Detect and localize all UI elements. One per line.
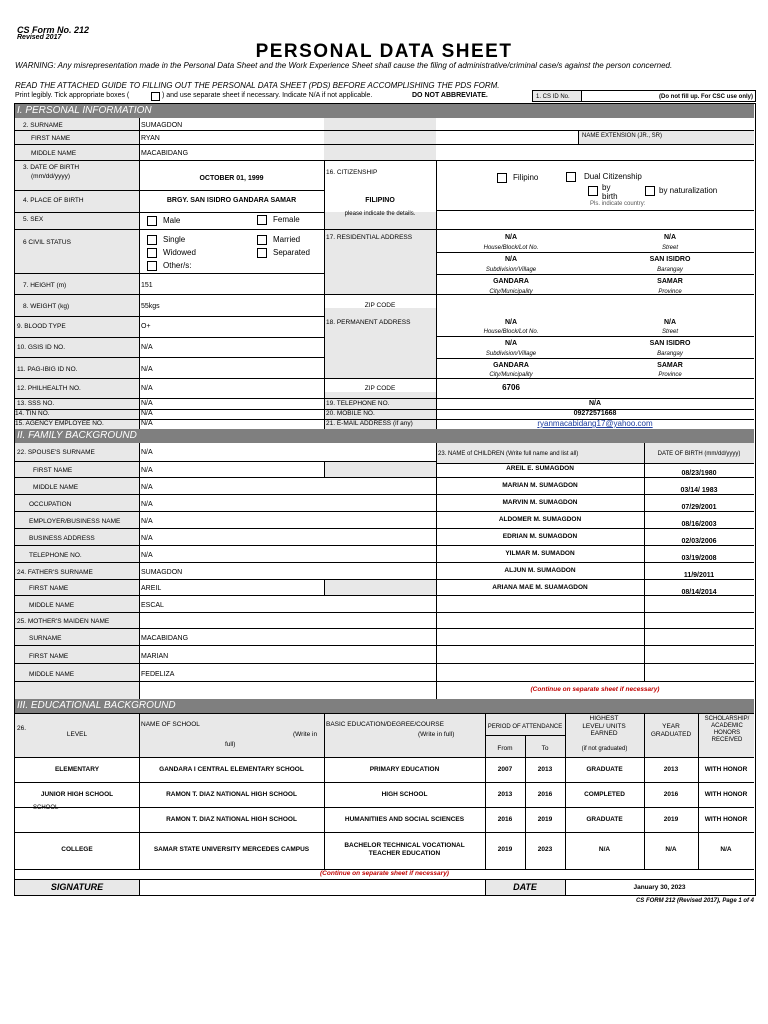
edu-units[interactable]: GRADUATE xyxy=(586,816,623,823)
by-naturalization-label: by naturalization xyxy=(659,186,718,195)
height-label: 7. HEIGHT (m) xyxy=(23,282,67,289)
edu-num-header: 26. xyxy=(17,725,27,732)
civil-status-label: 6 CIVIL STATUS xyxy=(23,239,71,246)
edu-from[interactable]: 2007 xyxy=(497,766,513,773)
edu-year[interactable]: 2013 xyxy=(663,766,679,773)
cs-id-label-cell: 1. CS ID No. xyxy=(532,90,582,102)
single-label: Single xyxy=(163,235,186,244)
spouse-middle-label: MIDDLE NAME xyxy=(33,484,79,491)
country-hint: Pls. indicate country: xyxy=(590,201,646,207)
edu-course[interactable]: PRIMARY EDUCATION xyxy=(369,766,440,773)
edu-from[interactable]: 2013 xyxy=(497,791,513,798)
perm-city-caption: City/Municipality xyxy=(489,372,533,378)
spouse-first-label: FIRST NAME xyxy=(33,467,73,474)
perm-subdivision-caption: Subdivision/Village xyxy=(485,351,537,357)
surname-label: 2. SURNAME xyxy=(23,122,63,129)
edu-honors-header: SCHOLARSHIP/ ACADEMIC HONORS RECEIVED xyxy=(704,716,750,743)
tin-value[interactable]: N/A xyxy=(141,410,153,417)
business-address-label: BUSINESS ADDRESS xyxy=(29,535,95,542)
edu-year-header: YEAR GRADUATED xyxy=(650,723,692,738)
edu-from[interactable]: 2016 xyxy=(497,816,513,823)
married-label: Married xyxy=(273,235,301,244)
philhealth-label: 12. PHILHEALTH NO. xyxy=(17,385,81,392)
perm-street-value[interactable]: N/A xyxy=(663,319,677,326)
warning-text: WARNING: Any misrepresentation made in the Personal Data Sheet and the Work Experience Sheet shall cause the filing of administrative/criminal case/s against the person concerned. xyxy=(15,61,673,70)
edu-course-header-2: (Write in full) xyxy=(418,731,455,738)
child-dob[interactable]: 11/9/2011 xyxy=(683,572,715,579)
child-name[interactable]: AREIL E. SUMAGDON xyxy=(506,465,574,472)
edu-units[interactable]: N/A xyxy=(598,846,611,853)
child-dob[interactable]: 08/16/2003 xyxy=(681,521,717,528)
occupation-label: OCCUPATION xyxy=(29,501,72,508)
edu-school[interactable]: SAMAR STATE UNIVERSITY MERCEDES CAMPUS xyxy=(153,846,310,853)
mother-maiden-label: 25. MOTHER'S MAIDEN NAME xyxy=(17,618,110,625)
employer-value[interactable]: N/A xyxy=(141,518,153,525)
dob-format: (mm/dd/yyyy) xyxy=(31,173,70,180)
res-barangay-caption: Barangay xyxy=(657,267,683,273)
edu-honors[interactable]: WITH HONOR xyxy=(704,791,748,798)
edu-to[interactable]: 2013 xyxy=(537,766,553,773)
permanent-address-label: 18. PERMANENT ADDRESS xyxy=(326,319,411,326)
perm-house-caption: House/Block/Lot No. xyxy=(483,329,539,335)
child-name[interactable]: EDRIAN M. SUMAGDON xyxy=(502,533,578,540)
child-name[interactable]: ARIANA MAE M. SUAMAGDON xyxy=(492,584,588,591)
first-name-label: FIRST NAME xyxy=(31,135,71,142)
email-value[interactable]: ryanmacabidang17@yahoo.com xyxy=(537,419,653,428)
perm-barangay-value[interactable]: SAN ISIDRO xyxy=(649,340,691,347)
edu-to[interactable]: 2019 xyxy=(537,816,553,823)
perm-house-value[interactable]: N/A xyxy=(504,319,518,326)
sss-label: 13. SSS NO. xyxy=(17,400,55,407)
others-checkbox[interactable] xyxy=(147,261,157,271)
pagibig-value[interactable]: N/A xyxy=(141,366,153,373)
edu-school-header: NAME OF SCHOOL xyxy=(141,721,200,728)
child-name[interactable]: ALJUN M. SUMAGDON xyxy=(504,567,576,574)
print-instructions-a: Print legibly. Tick appropriate boxes ( xyxy=(15,92,130,99)
edu-from[interactable]: 2019 xyxy=(497,846,513,853)
edu-honors[interactable]: N/A xyxy=(720,846,732,853)
page-title: PERSONAL DATA SHEET xyxy=(255,41,513,62)
dob-label: 3. DATE OF BIRTH xyxy=(23,164,80,171)
child-name[interactable]: MARVIN M. SUMAGDON xyxy=(502,499,578,506)
child-dob[interactable]: 03/19/2008 xyxy=(681,555,717,562)
filipino-label: Filipino xyxy=(513,173,539,182)
father-middle-value[interactable]: ESCAL xyxy=(141,602,164,609)
res-province-caption: Province xyxy=(658,289,682,295)
agency-label: 15. AGENCY EMPLOYEE NO. xyxy=(15,420,104,427)
married-checkbox[interactable] xyxy=(257,235,267,245)
spouse-telephone-label: TELEPHONE NO. xyxy=(29,552,82,559)
name-extension-label: NAME EXTENSION (JR., SR) xyxy=(582,133,663,139)
child-name[interactable]: MARIAN M. SUMAGDON xyxy=(502,482,578,489)
spouse-telephone-value[interactable]: N/A xyxy=(141,552,153,559)
citizenship-value[interactable]: FILIPINO xyxy=(365,197,395,204)
gsis-value[interactable]: N/A xyxy=(141,344,153,351)
middle-name-value[interactable]: MACABIDANG xyxy=(141,150,189,157)
edu-school-header-3: full) xyxy=(225,741,236,748)
citizenship-label: 16. CITIZENSHIP xyxy=(326,169,378,176)
edu-course[interactable]: HUMANITIIES AND SOCIAL SCIENCES xyxy=(344,816,465,823)
edu-course-header: BASIC EDUCATION/DEGREE/COURSE xyxy=(326,721,444,728)
edu-period-header: PERIOD OF ATTENDANCE xyxy=(487,724,563,730)
edu-year[interactable]: 2019 xyxy=(663,816,679,823)
mother-middle-value[interactable]: FEDELIZA xyxy=(141,671,175,678)
edu-year[interactable]: N/A xyxy=(665,846,677,853)
edu-honors[interactable]: WITH HONOR xyxy=(704,816,748,823)
edu-to[interactable]: 2023 xyxy=(537,846,553,853)
edu-to-header: To xyxy=(541,745,549,752)
perm-province-caption: Province xyxy=(658,372,682,378)
edu-school[interactable]: GANDARA I CENTRAL ELEMENTARY SCHOOL xyxy=(159,766,304,773)
male-label: Male xyxy=(163,216,181,225)
by-birth-checkbox[interactable] xyxy=(588,186,598,196)
widowed-label: Widowed xyxy=(163,248,196,257)
philhealth-value[interactable]: N/A xyxy=(141,385,153,392)
signature-field[interactable] xyxy=(140,880,485,895)
mother-first-value[interactable]: MARIAN xyxy=(141,653,169,660)
gsis-label: 10. GSIS ID NO. xyxy=(17,344,66,351)
cs-id-field[interactable]: (Do not fill up. For CSC use only) xyxy=(581,90,756,102)
edu-year[interactable]: 2016 xyxy=(663,791,679,798)
perm-barangay-caption: Barangay xyxy=(657,351,683,357)
res-house-value[interactable]: N/A xyxy=(504,234,518,241)
res-house-caption: House/Block/Lot No. xyxy=(483,245,539,251)
father-first-label: FIRST NAME xyxy=(29,585,69,592)
edu-course[interactable]: HIGH SCHOOL xyxy=(381,791,428,798)
edu-level-header: LEVEL xyxy=(66,731,88,738)
section-educational-background: III. EDUCATIONAL BACKGROUND xyxy=(15,699,754,713)
perm-city-value[interactable]: GANDARA xyxy=(493,362,529,369)
occupation-value[interactable]: N/A xyxy=(141,501,153,508)
edu-course[interactable]: BACHELOR TECHNICAL VOCATIONAL TEACHER EDUCATION xyxy=(344,842,465,857)
tin-label: 14. TIN NO. xyxy=(15,410,50,417)
res-province-value[interactable]: SAMAR xyxy=(657,278,683,285)
edu-honors[interactable]: WITH HONOR xyxy=(704,766,748,773)
dob-value[interactable]: OCTOBER 01, 1999 xyxy=(199,175,264,182)
res-subdivision-caption: Subdivision/Village xyxy=(485,267,537,273)
business-address-value[interactable]: N/A xyxy=(141,535,153,542)
spouse-surname-label: 22. SPOUSE'S SURNAME xyxy=(17,449,95,456)
tick-box-sample xyxy=(151,92,160,101)
email-label: 21. E-MAIL ADDRESS (if any) xyxy=(326,420,413,427)
dual-citizenship-label: Dual Citizenship xyxy=(584,172,642,181)
edu-units[interactable]: GRADUATE xyxy=(586,766,623,773)
separated-checkbox[interactable] xyxy=(257,248,267,258)
residential-address-label: 17. RESIDENTIAL ADDRESS xyxy=(326,234,413,241)
child-dob[interactable]: 08/14/2014 xyxy=(681,589,717,596)
signature-label: SIGNATURE xyxy=(50,882,104,892)
mobile-label: 20. MOBILE NO. xyxy=(326,410,375,417)
child-name[interactable]: YILMAR M. SUMADON xyxy=(505,550,575,557)
female-label: Female xyxy=(273,215,300,224)
perm-province-value[interactable]: SAMAR xyxy=(657,362,683,369)
edu-school[interactable]: RAMON T. DIAZ NATIONAL HIGH SCHOOL xyxy=(166,791,297,798)
by-birth-label: by birth xyxy=(602,183,618,201)
employer-label: EMPLOYER/BUSINESS NAME xyxy=(29,518,121,525)
father-first-value[interactable]: AREIL xyxy=(141,585,162,592)
mother-surname-label: SURNAME xyxy=(29,635,62,642)
spouse-first-value[interactable]: N/A xyxy=(141,467,153,474)
perm-subdivision-value[interactable]: N/A xyxy=(504,340,518,347)
spouse-middle-value[interactable]: N/A xyxy=(141,484,153,491)
edu-units[interactable]: COMPLETED xyxy=(584,791,625,798)
form-number: CS Form No. 212 xyxy=(17,25,90,35)
father-surname-value[interactable]: SUMAGDON xyxy=(141,569,183,576)
section-family-background: II. FAMILY BACKGROUND xyxy=(15,429,754,443)
perm-zip-value[interactable]: 6706 xyxy=(502,383,520,392)
sex-label: 5. SEX xyxy=(23,216,44,223)
edu-school[interactable]: RAMON T. DIAZ NATIONAL HIGH SCHOOL xyxy=(166,816,297,823)
res-zip-label: ZIP CODE xyxy=(364,302,396,309)
edu-level[interactable]: ELEMENTARY xyxy=(54,766,100,773)
agency-value[interactable]: N/A xyxy=(141,420,153,427)
children-header: 23. NAME of CHILDREN (Write full name and list all) xyxy=(438,451,579,457)
family-continue-note: (Continue on separate sheet if necessary) xyxy=(530,686,660,693)
child-dob[interactable]: 03/14/ 1983 xyxy=(680,487,718,494)
child-dob[interactable]: 07/29/2001 xyxy=(681,504,717,511)
male-checkbox[interactable] xyxy=(147,216,157,226)
surname-value[interactable]: SUMAGDON xyxy=(141,122,183,129)
telephone-value[interactable]: N/A xyxy=(588,400,602,407)
edu-level[interactable]: COLLEGE xyxy=(61,846,93,853)
res-barangay-value[interactable]: SAN ISIDRO xyxy=(649,256,691,263)
telephone-label: 19. TELEPHONE NO. xyxy=(326,400,390,407)
child-dob[interactable]: 02/03/2006 xyxy=(681,538,717,545)
res-subdivision-value[interactable]: N/A xyxy=(504,256,518,263)
form-reference: CS FORM 212 (Revised 2017), Page 1 of 4 xyxy=(635,898,754,904)
edu-highest-header-2: (if not graduated) xyxy=(581,746,628,752)
mother-surname-value[interactable]: MACABIDANG xyxy=(141,635,189,642)
female-checkbox[interactable] xyxy=(257,215,267,225)
child-name[interactable]: ALDOMER M. SUMAGDON xyxy=(498,516,582,523)
spouse-surname-value[interactable]: N/A xyxy=(141,449,153,456)
blood-type-label: 9. BLOOD TYPE xyxy=(17,323,66,330)
mobile-value[interactable]: 09272571668 xyxy=(573,410,617,417)
edu-highest-header: HIGHEST LEVEL/ UNITS EARNED xyxy=(582,715,626,737)
edu-to[interactable]: 2016 xyxy=(537,791,553,798)
filipino-checkbox[interactable] xyxy=(497,173,507,183)
sss-value[interactable]: N/A xyxy=(141,400,153,407)
weight-label: 8. WEIGHT (kg) xyxy=(23,303,70,310)
father-surname-label: 24. FATHER'S SURNAME xyxy=(17,569,93,576)
print-instructions-b: ) and use separate sheet if necessary. Indicate N/A if not applicable. xyxy=(162,92,373,99)
blood-type-value[interactable]: O+ xyxy=(141,323,151,330)
middle-name-label: MIDDLE NAME xyxy=(31,150,77,157)
mother-middle-label: MIDDLE NAME xyxy=(29,671,75,678)
edu-school-header-2: (Write in xyxy=(293,731,318,738)
widowed-checkbox[interactable] xyxy=(147,248,157,258)
read-guide-text: READ THE ATTACHED GUIDE TO FILLING OUT THE PERSONAL DATA SHEET (PDS) BEFORE ACCOMPLISHING THE PDS FORM. xyxy=(15,81,500,90)
school-fragment: SCHOOL xyxy=(33,805,59,811)
child-dob[interactable]: 08/23/1980 xyxy=(681,470,717,477)
pagibig-label: 11. PAG-IBIG ID NO. xyxy=(17,366,78,373)
mother-first-label: FIRST NAME xyxy=(29,653,69,660)
pob-label: 4. PLACE OF BIRTH xyxy=(23,197,84,204)
others-label: Other/s: xyxy=(163,261,192,270)
revised-label: Revised 2017 xyxy=(17,34,62,41)
res-street-value[interactable]: N/A xyxy=(663,234,677,241)
pds-form-frame xyxy=(14,103,756,896)
perm-zip-label: ZIP CODE xyxy=(364,385,396,392)
father-middle-label: MIDDLE NAME xyxy=(29,602,75,609)
res-city-value[interactable]: GANDARA xyxy=(493,278,529,285)
do-not-abbreviate: DO NOT ABBREVIATE. xyxy=(412,92,488,99)
single-checkbox[interactable] xyxy=(147,235,157,245)
first-name-value[interactable]: RYAN xyxy=(141,135,160,142)
date-label: DATE xyxy=(513,882,537,892)
weight-value[interactable]: 55kgs xyxy=(141,303,160,310)
children-dob-header: DATE OF BIRTH (mm/dd/yyyy) xyxy=(657,451,741,457)
edu-from-header: From xyxy=(497,745,513,752)
by-naturalization-checkbox[interactable] xyxy=(645,186,655,196)
edu-level[interactable]: JUNIOR HIGH SCHOOL xyxy=(40,791,114,798)
pob-value[interactable]: BRGY. SAN ISIDRO GANDARA SAMAR xyxy=(166,197,297,204)
dual-citizenship-checkbox[interactable] xyxy=(566,172,576,182)
perm-street-caption: Street xyxy=(661,329,678,335)
date-value[interactable]: January 30, 2023 xyxy=(633,884,686,891)
height-value[interactable]: 151 xyxy=(141,282,153,289)
res-city-caption: City/Municipality xyxy=(489,289,533,295)
education-continue-note: (Continue on separate sheet if necessary) xyxy=(320,870,449,877)
citizenship-note: please indicate the details. xyxy=(344,211,416,217)
separated-label: Separated xyxy=(273,248,310,257)
section-personal-information: I. PERSONAL INFORMATION xyxy=(15,104,754,118)
res-street-caption: Street xyxy=(661,245,678,251)
